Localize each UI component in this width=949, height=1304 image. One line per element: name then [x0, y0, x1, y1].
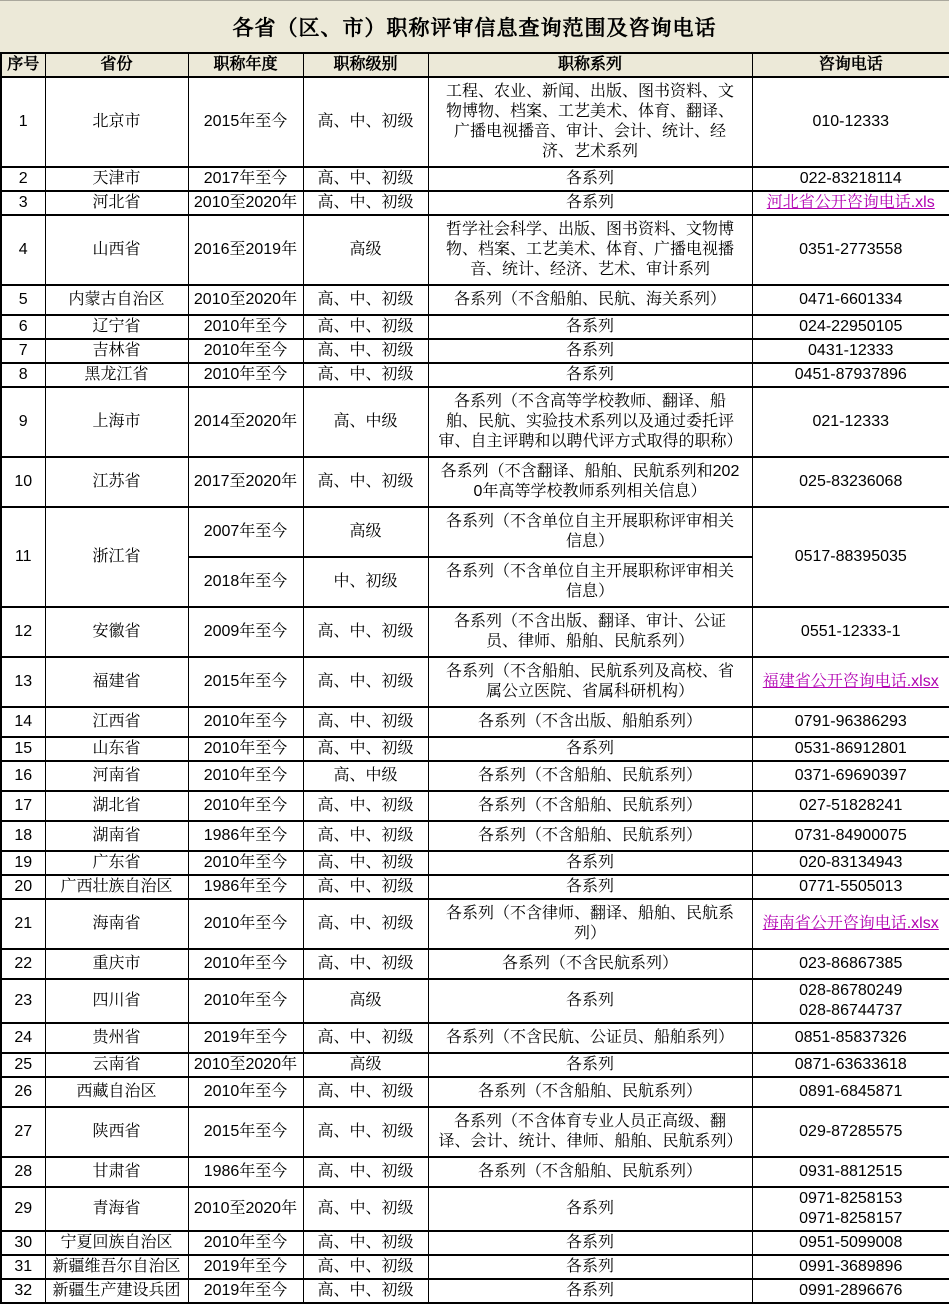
- table-row: [1, 363, 949, 387]
- year-cell: 2010至2020年: [188, 1187, 303, 1231]
- table-row: [1, 1187, 949, 1231]
- phone-link[interactable]: 海南省公开咨询电话.xlsx: [762, 915, 939, 932]
- column-header-no: 序号: [1, 53, 45, 77]
- row-no-cell: 31: [1, 1255, 45, 1279]
- province-cell: 贵州省: [45, 1023, 188, 1053]
- table-row: [1, 507, 949, 557]
- level-cell: 高、中级: [303, 387, 428, 457]
- series-cell: 各系列（不含船舶、民航系列）: [428, 1077, 752, 1107]
- phone-cell: 0431-12333: [752, 339, 949, 363]
- series-cell: 各系列（不含船舶、民航系列）: [428, 821, 752, 851]
- province-cell: 甘肃省: [45, 1157, 188, 1187]
- year-cell: 2018年至今: [188, 557, 303, 607]
- level-cell: 高、中、初级: [303, 1231, 428, 1255]
- phone-cell: 022-83218114: [752, 167, 949, 191]
- province-cell: 内蒙古自治区: [45, 285, 188, 315]
- province-cell: 黑龙江省: [45, 363, 188, 387]
- level-cell: 高、中级: [303, 761, 428, 791]
- series-cell: 各系列（不含民航系列）: [428, 949, 752, 979]
- province-cell: 河北省: [45, 191, 188, 215]
- year-cell: 2019年至今: [188, 1255, 303, 1279]
- row-no-cell: 15: [1, 737, 45, 761]
- province-cell: 辽宁省: [45, 315, 188, 339]
- series-cell: 各系列: [428, 339, 752, 363]
- year-cell: 2010年至今: [188, 1077, 303, 1107]
- level-cell: 高、中、初级: [303, 167, 428, 191]
- year-cell: 2010年至今: [188, 899, 303, 949]
- title-review-info-table: [0, 52, 949, 1304]
- level-cell: 高、中、初级: [303, 1077, 428, 1107]
- phone-cell: 0791-96386293: [752, 707, 949, 737]
- row-no-cell: 26: [1, 1077, 45, 1107]
- table-row: [1, 387, 949, 457]
- table-row: [1, 457, 949, 507]
- province-cell: 河南省: [45, 761, 188, 791]
- table-row: [1, 949, 949, 979]
- year-cell: 2010年至今: [188, 363, 303, 387]
- province-cell: 上海市: [45, 387, 188, 457]
- series-cell: 各系列（不含单位自主开展职称评审相关信息）: [428, 557, 752, 607]
- row-no-cell: 21: [1, 899, 45, 949]
- phone-cell: [752, 979, 949, 1023]
- phone-link[interactable]: 福建省公开咨询电话.xlsx: [762, 673, 939, 690]
- phone-cell: [752, 899, 949, 949]
- series-cell: 各系列: [428, 1187, 752, 1231]
- phone-cell: 023-86867385: [752, 949, 949, 979]
- province-cell: 浙江省: [45, 507, 188, 607]
- province-cell: 海南省: [45, 899, 188, 949]
- level-cell: 高、中、初级: [303, 285, 428, 315]
- year-cell: 2009年至今: [188, 607, 303, 657]
- level-cell: 高、中、初级: [303, 949, 428, 979]
- table-row: [1, 1255, 949, 1279]
- phone-cell: 0351-2773558: [752, 215, 949, 285]
- table-row: [1, 737, 949, 761]
- row-no-cell: 7: [1, 339, 45, 363]
- series-cell: 各系列: [428, 1255, 752, 1279]
- year-cell: 2010年至今: [188, 339, 303, 363]
- level-cell: 高、中、初级: [303, 899, 428, 949]
- column-header-year: 职称年度: [188, 53, 303, 77]
- phone-cell: 024-22950105: [752, 315, 949, 339]
- province-cell: 福建省: [45, 657, 188, 707]
- row-no-cell: 30: [1, 1231, 45, 1255]
- table-body: [1, 77, 949, 1303]
- year-cell: 1986年至今: [188, 821, 303, 851]
- province-cell: 江苏省: [45, 457, 188, 507]
- level-cell: 高、中、初级: [303, 851, 428, 875]
- phone-cell: [752, 657, 949, 707]
- phone-cell: 020-83134943: [752, 851, 949, 875]
- series-cell: 各系列（不含民航、公证员、船舶系列）: [428, 1023, 752, 1053]
- row-no-cell: 13: [1, 657, 45, 707]
- column-header-series: 职称系列: [428, 53, 752, 77]
- level-cell: 高级: [303, 1053, 428, 1077]
- phone-cell: 0517-88395035: [752, 507, 949, 607]
- series-cell: 各系列（不含船舶、民航系列及高校、省属公立医院、省属科研机构）: [428, 657, 752, 707]
- province-cell: 四川省: [45, 979, 188, 1023]
- year-cell: 2010至2020年: [188, 1053, 303, 1077]
- year-cell: 2017年至今: [188, 167, 303, 191]
- level-cell: 高、中、初级: [303, 191, 428, 215]
- table-row: [1, 791, 949, 821]
- phone-cell: 0951-5099008: [752, 1231, 949, 1255]
- series-cell: 各系列: [428, 363, 752, 387]
- series-cell: 各系列（不含律师、翻译、船舶、民航系列）: [428, 899, 752, 949]
- phone-cell: 0471-6601334: [752, 285, 949, 315]
- column-header-level: 职称级别: [303, 53, 428, 77]
- level-cell: 高、中、初级: [303, 657, 428, 707]
- table-row: [1, 1279, 949, 1303]
- phone-cell: 027-51828241: [752, 791, 949, 821]
- series-cell: 各系列: [428, 1053, 752, 1077]
- phone-cell: 029-87285575: [752, 1107, 949, 1157]
- phone-cell: 0551-12333-1: [752, 607, 949, 657]
- year-cell: 2010年至今: [188, 737, 303, 761]
- table-row: [1, 167, 949, 191]
- year-cell: 2010年至今: [188, 1231, 303, 1255]
- phone-number: 028-86780249: [799, 982, 903, 999]
- level-cell: 高、中、初级: [303, 315, 428, 339]
- province-cell: 新疆生产建设兵团: [45, 1279, 188, 1303]
- phone-cell: [752, 1187, 949, 1231]
- year-cell: 2019年至今: [188, 1023, 303, 1053]
- table-row: [1, 979, 949, 1023]
- table-row: [1, 1157, 949, 1187]
- level-cell: 高、中、初级: [303, 363, 428, 387]
- series-cell: 各系列: [428, 979, 752, 1023]
- province-cell: 云南省: [45, 1053, 188, 1077]
- series-cell: 各系列（不含出版、船舶系列）: [428, 707, 752, 737]
- row-no-cell: 8: [1, 363, 45, 387]
- series-cell: 各系列（不含翻译、船舶、民航系列和2020年高等学校教师系列相关信息）: [428, 457, 752, 507]
- table-row: [1, 1107, 949, 1157]
- phone-cell: 0991-2896676: [752, 1279, 949, 1303]
- table-row: [1, 607, 949, 657]
- column-header-province: 省份: [45, 53, 188, 77]
- series-cell: 各系列: [428, 851, 752, 875]
- province-cell: 湖南省: [45, 821, 188, 851]
- series-cell: 各系列（不含高等学校教师、翻译、船舶、民航、实验技术系列以及通过委托评审、自主评聘和以聘代评方式取得的职称）: [428, 387, 752, 457]
- series-cell: 各系列: [428, 167, 752, 191]
- level-cell: 高、中、初级: [303, 1107, 428, 1157]
- row-no-cell: 5: [1, 285, 45, 315]
- page-title: 各省（区、市）职称评审信息查询范围及咨询电话: [232, 16, 717, 40]
- year-cell: 2016至2019年: [188, 215, 303, 285]
- province-cell: 山东省: [45, 737, 188, 761]
- table-row: [1, 1077, 949, 1107]
- province-cell: 安徽省: [45, 607, 188, 657]
- header-row: [1, 53, 949, 77]
- year-cell: 2010年至今: [188, 707, 303, 737]
- year-cell: 2010至2020年: [188, 285, 303, 315]
- province-cell: 广西壮族自治区: [45, 875, 188, 899]
- row-no-cell: 19: [1, 851, 45, 875]
- series-cell: 各系列: [428, 737, 752, 761]
- year-cell: 2010年至今: [188, 949, 303, 979]
- level-cell: 中、初级: [303, 557, 428, 607]
- phone-cell: 025-83236068: [752, 457, 949, 507]
- phone-cell: 0731-84900075: [752, 821, 949, 851]
- phone-cell: 021-12333: [752, 387, 949, 457]
- row-no-cell: 6: [1, 315, 45, 339]
- phone-cell: [752, 191, 949, 215]
- phone-cell: 0771-5505013: [752, 875, 949, 899]
- row-no-cell: 27: [1, 1107, 45, 1157]
- row-no-cell: 23: [1, 979, 45, 1023]
- phone-cell: 0851-85837326: [752, 1023, 949, 1053]
- year-cell: 2017至2020年: [188, 457, 303, 507]
- series-cell: 各系列: [428, 315, 752, 339]
- table-row: [1, 875, 949, 899]
- row-no-cell: 11: [1, 507, 45, 607]
- year-cell: 2010年至今: [188, 979, 303, 1023]
- series-cell: 各系列（不含体育专业人员正高级、翻译、会计、统计、律师、船舶、民航系列）: [428, 1107, 752, 1157]
- level-cell: 高、中、初级: [303, 1023, 428, 1053]
- province-cell: 陕西省: [45, 1107, 188, 1157]
- row-no-cell: 22: [1, 949, 45, 979]
- province-cell: 青海省: [45, 1187, 188, 1231]
- province-cell: 江西省: [45, 707, 188, 737]
- year-cell: 2014至2020年: [188, 387, 303, 457]
- province-cell: 北京市: [45, 77, 188, 167]
- year-cell: 2007年至今: [188, 507, 303, 557]
- phone-link[interactable]: 河北省公开咨询电话.xls: [766, 194, 935, 211]
- level-cell: 高级: [303, 507, 428, 557]
- province-cell: 新疆维吾尔自治区: [45, 1255, 188, 1279]
- phone-number: 0971-8258157: [799, 1210, 903, 1227]
- level-cell: 高、中、初级: [303, 607, 428, 657]
- phone-cell: 0931-8812515: [752, 1157, 949, 1187]
- phone-number: 0971-8258153: [799, 1190, 903, 1207]
- level-cell: 高、中、初级: [303, 339, 428, 363]
- table-row: [1, 851, 949, 875]
- row-no-cell: 32: [1, 1279, 45, 1303]
- level-cell: 高、中、初级: [303, 77, 428, 167]
- phone-cell: 0991-3689896: [752, 1255, 949, 1279]
- phone-cell: 0371-69690397: [752, 761, 949, 791]
- phone-cell: 010-12333: [752, 77, 949, 167]
- series-cell: 各系列（不含船舶、民航系列）: [428, 1157, 752, 1187]
- row-no-cell: 28: [1, 1157, 45, 1187]
- year-cell: 2010年至今: [188, 315, 303, 339]
- row-no-cell: 1: [1, 77, 45, 167]
- phone-number: 028-86744737: [799, 1002, 903, 1019]
- province-cell: 宁夏回族自治区: [45, 1231, 188, 1255]
- row-no-cell: 25: [1, 1053, 45, 1077]
- series-cell: 哲学社会科学、出版、图书资料、文物博物、档案、工艺美术、体育、广播电视播音、统计、经济、艺术、审计系列: [428, 215, 752, 285]
- province-cell: 广东省: [45, 851, 188, 875]
- table-row: [1, 657, 949, 707]
- province-cell: 重庆市: [45, 949, 188, 979]
- table-row: [1, 215, 949, 285]
- series-cell: 各系列: [428, 1231, 752, 1255]
- year-cell: 1986年至今: [188, 1157, 303, 1187]
- province-cell: 吉林省: [45, 339, 188, 363]
- province-cell: 山西省: [45, 215, 188, 285]
- table-row: [1, 191, 949, 215]
- series-cell: 工程、农业、新闻、出版、图书资料、文物博物、档案、工艺美术、体育、翻译、广播电视播音、审计、会计、统计、经济、艺术系列: [428, 77, 752, 167]
- year-cell: 2010年至今: [188, 761, 303, 791]
- table-row: [1, 1231, 949, 1255]
- level-cell: 高、中、初级: [303, 1157, 428, 1187]
- year-cell: 2019年至今: [188, 1279, 303, 1303]
- column-header-phone: 咨询电话: [752, 53, 949, 77]
- year-cell: 1986年至今: [188, 875, 303, 899]
- row-no-cell: 3: [1, 191, 45, 215]
- province-cell: 湖北省: [45, 791, 188, 821]
- series-cell: 各系列（不含出版、翻译、审计、公证员、律师、船舶、民航系列）: [428, 607, 752, 657]
- level-cell: 高级: [303, 215, 428, 285]
- row-no-cell: 12: [1, 607, 45, 657]
- year-cell: 2015年至今: [188, 1107, 303, 1157]
- row-no-cell: 29: [1, 1187, 45, 1231]
- phone-cell: 0891-6845871: [752, 1077, 949, 1107]
- level-cell: 高级: [303, 979, 428, 1023]
- year-cell: 2010年至今: [188, 791, 303, 821]
- year-cell: 2010年至今: [188, 851, 303, 875]
- row-no-cell: 24: [1, 1023, 45, 1053]
- table-row: [1, 315, 949, 339]
- series-cell: 各系列（不含船舶、民航系列）: [428, 791, 752, 821]
- table-header: [1, 53, 949, 77]
- year-cell: 2015年至今: [188, 77, 303, 167]
- province-cell: 西藏自治区: [45, 1077, 188, 1107]
- level-cell: 高、中、初级: [303, 1255, 428, 1279]
- level-cell: 高、中、初级: [303, 707, 428, 737]
- table-row: [1, 707, 949, 737]
- row-no-cell: 20: [1, 875, 45, 899]
- table-row: [1, 77, 949, 167]
- table-row: [1, 1023, 949, 1053]
- level-cell: 高、中、初级: [303, 1279, 428, 1303]
- table-row: [1, 899, 949, 949]
- table-row: [1, 285, 949, 315]
- phone-cell: 0451-87937896: [752, 363, 949, 387]
- table-row: [1, 339, 949, 363]
- series-cell: 各系列: [428, 191, 752, 215]
- row-no-cell: 16: [1, 761, 45, 791]
- level-cell: 高、中、初级: [303, 821, 428, 851]
- table-row: [1, 761, 949, 791]
- series-cell: 各系列: [428, 875, 752, 899]
- phone-cell: 0531-86912801: [752, 737, 949, 761]
- table-row: [1, 1053, 949, 1077]
- year-cell: 2015年至今: [188, 657, 303, 707]
- row-no-cell: 17: [1, 791, 45, 821]
- series-cell: 各系列（不含船舶、民航系列）: [428, 761, 752, 791]
- row-no-cell: 9: [1, 387, 45, 457]
- level-cell: 高、中、初级: [303, 1187, 428, 1231]
- series-cell: 各系列（不含船舶、民航、海关系列）: [428, 285, 752, 315]
- level-cell: 高、中、初级: [303, 737, 428, 761]
- level-cell: 高、中、初级: [303, 791, 428, 821]
- level-cell: 高、中、初级: [303, 457, 428, 507]
- province-cell: 天津市: [45, 167, 188, 191]
- phone-cell: 0871-63633618: [752, 1053, 949, 1077]
- series-cell: 各系列: [428, 1279, 752, 1303]
- row-no-cell: 18: [1, 821, 45, 851]
- row-no-cell: 2: [1, 167, 45, 191]
- series-cell: 各系列（不含单位自主开展职称评审相关信息）: [428, 507, 752, 557]
- year-cell: 2010至2020年: [188, 191, 303, 215]
- row-no-cell: 10: [1, 457, 45, 507]
- level-cell: 高、中、初级: [303, 875, 428, 899]
- table-row: [1, 821, 949, 851]
- row-no-cell: 4: [1, 215, 45, 285]
- row-no-cell: 14: [1, 707, 45, 737]
